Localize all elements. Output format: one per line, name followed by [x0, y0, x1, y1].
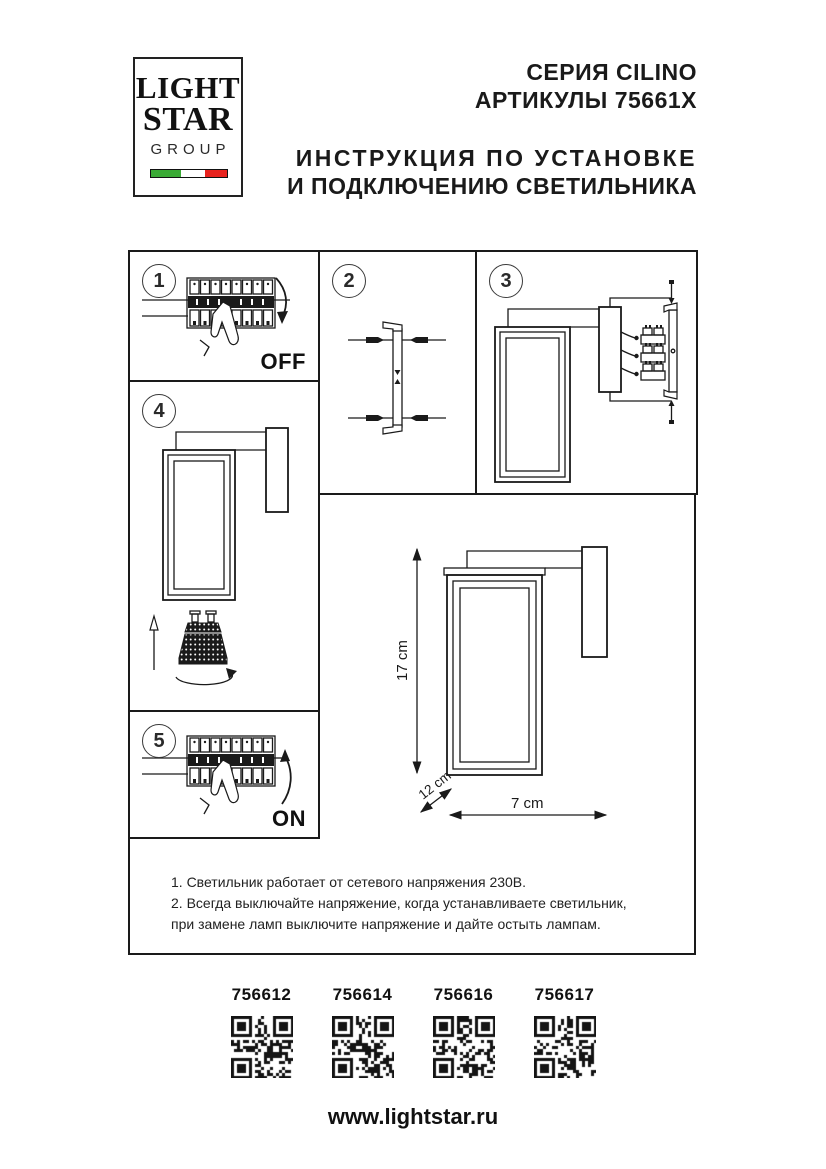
note-line-2: 2. Всегда выключайте напряжение, когда устанавливаете светильник, — [171, 895, 627, 911]
lamp-body-icon — [495, 327, 570, 482]
website-url: www.lightstar.ru — [327, 1104, 499, 1129]
finger-icon — [211, 760, 238, 803]
terminal-blocks-icon — [621, 325, 665, 380]
series-title: СЕРИЯ CILINO — [526, 59, 697, 85]
flag-red — [205, 170, 227, 177]
safety-notes — [171, 872, 627, 935]
italian-flag-icon — [150, 169, 228, 178]
step-4-panel — [128, 380, 320, 712]
bulb-insert-diagram — [130, 382, 318, 710]
mount-bracket-icon — [664, 303, 677, 399]
width-dim-label: 7 cm — [511, 795, 544, 812]
flag-green — [151, 170, 181, 177]
instruction-title-line2: И ПОДКЛЮЧЕНИЮ СВЕТИЛЬНИКА — [287, 173, 697, 199]
step-5-panel — [128, 710, 320, 839]
height-dim-label: 17 cm — [394, 640, 411, 681]
rotate-arrow-icon — [176, 668, 237, 685]
arrow-down-icon — [276, 278, 288, 324]
step-5-badge: 5 — [142, 724, 176, 758]
step-2-badge: 2 — [332, 264, 366, 298]
step-1-panel — [128, 250, 320, 382]
step-3-panel — [475, 250, 698, 495]
bracket-icon — [383, 322, 402, 434]
logo-word-star: STAR — [142, 101, 234, 138]
flag-white — [181, 170, 205, 177]
height-dimension — [394, 549, 417, 773]
gu10-bulb-icon — [179, 611, 227, 664]
step-1-badge: 1 — [142, 264, 176, 298]
depth-dim-label: 12 cm — [415, 767, 454, 803]
on-label: ON — [272, 806, 306, 831]
arrow-up-icon — [280, 749, 291, 804]
article-qr-row — [0, 985, 826, 1078]
wall-plate-icon — [266, 428, 288, 512]
article-number: 756617 — [534, 985, 595, 1004]
qr-item — [534, 985, 596, 1078]
article-number: 756614 — [332, 985, 393, 1004]
step-3-badge: 3 — [489, 264, 523, 298]
articles-title: АРТИКУЛЫ 75661X — [474, 87, 697, 113]
qr-item — [332, 985, 394, 1078]
dimension-diagram — [383, 521, 673, 833]
off-label: OFF — [260, 349, 306, 374]
wall-plate-icon — [599, 307, 621, 392]
qr-item — [433, 985, 495, 1078]
step-2-panel — [318, 250, 477, 495]
lamp-body-icon — [163, 450, 235, 600]
qr-code — [332, 1016, 394, 1078]
diagram-frame — [128, 250, 696, 955]
instruction-title-line1: ИНСТРУКЦИЯ ПО УСТАНОВКЕ — [295, 145, 697, 171]
screw-icons — [348, 337, 446, 421]
logo-word-light: LIGHT — [135, 70, 241, 105]
width-dimension — [450, 795, 606, 815]
qr-code — [534, 1016, 596, 1078]
note-line-1: 1. Светильник работает от сетевого напряжения 230В. — [171, 874, 527, 890]
header-text — [287, 58, 697, 200]
qr-item — [231, 985, 293, 1078]
article-number: 756616 — [433, 985, 494, 1004]
lightstar-logo — [133, 57, 243, 197]
finger-icon — [211, 302, 238, 345]
lamp-side-view-icon — [444, 547, 607, 775]
qr-code — [433, 1016, 495, 1078]
note-line-3: при замене ламп выключите напряжение и дайте остыть лампам. — [171, 916, 601, 932]
step-4-badge: 4 — [142, 394, 176, 428]
article-number: 756612 — [231, 985, 292, 1004]
qr-code — [231, 1016, 293, 1078]
arrow-up-icon — [150, 616, 158, 670]
logo-word-group: GROUP — [150, 141, 231, 158]
depth-dimension — [416, 768, 454, 812]
